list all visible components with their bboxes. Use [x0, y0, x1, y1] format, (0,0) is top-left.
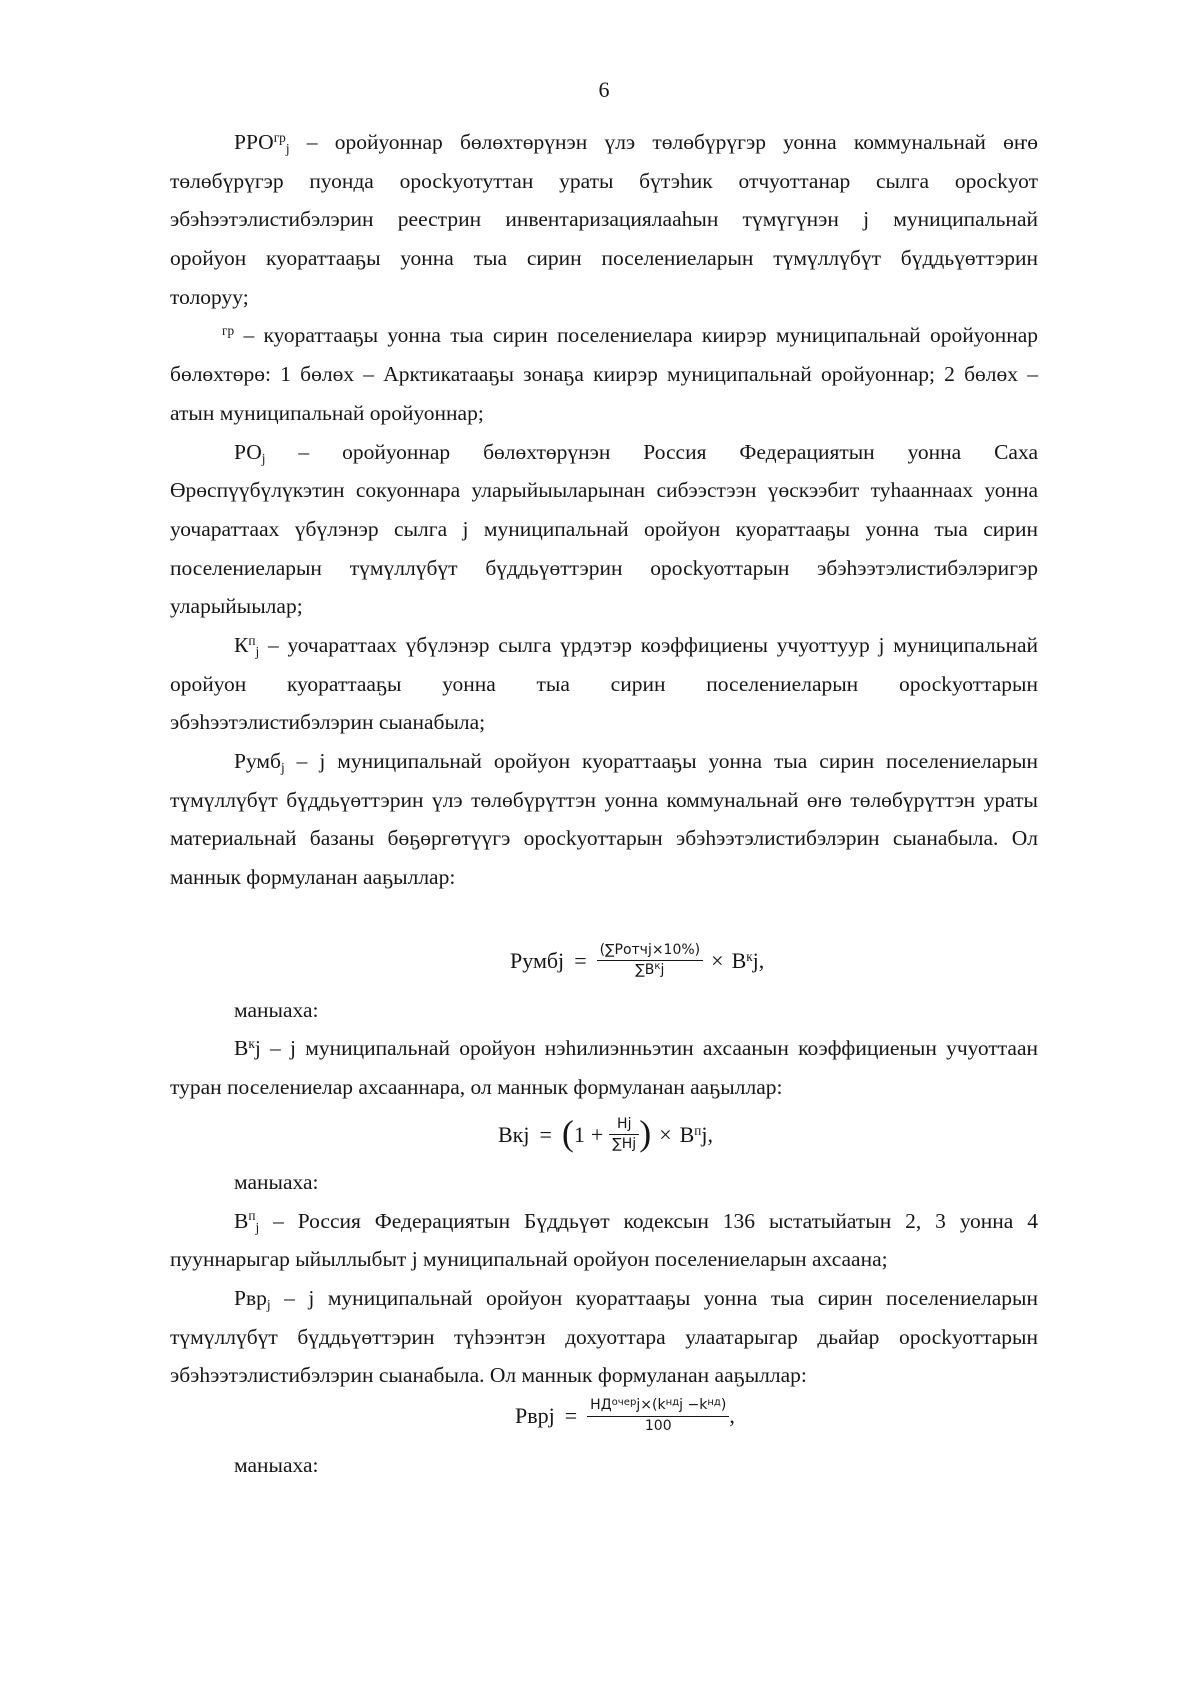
- p4-line-3: эбэһээтэлистибэлэрин сыанабыла;: [170, 710, 486, 735]
- term-sub: j: [255, 1219, 260, 1235]
- p8-line-1: [170, 1279, 1038, 1318]
- term-k-p-j: [234, 632, 260, 660]
- fraction-numerator: Нj: [609, 1116, 639, 1135]
- term-base: РРО: [234, 130, 274, 154]
- formula-fraction: [587, 1397, 729, 1435]
- formula-rhs: [679, 1121, 713, 1147]
- where-label-2: маныаха:: [234, 1169, 319, 1194]
- line-text: – оройуоннар бөлөхтөрүнэн үлэ төлөбүрүгэр уонна коммунальнай өҥө: [289, 130, 1038, 154]
- fraction-numerator: (∑Ротчj×10%): [597, 942, 704, 961]
- formula-rvrj: [170, 1395, 1038, 1446]
- formula-fraction: [609, 1116, 639, 1153]
- page-number: 6: [598, 77, 610, 102]
- left-paren: (: [561, 1112, 574, 1153]
- p6-line-2: туран поселениелар ахсааннара, ол маннык формуланан ааҕыллар:: [170, 1075, 783, 1100]
- line-text: – куораттааҕы уонна тыа сирин поселениелара киирэр муниципальнай оройуоннар: [234, 323, 1038, 348]
- formula-rumb: [170, 897, 1038, 991]
- formula-lhs: Вкj: [498, 1121, 530, 1147]
- den-tail: j: [660, 961, 665, 978]
- fraction-denominator: ∑Нj: [612, 1136, 637, 1153]
- formula-equals: =: [574, 947, 587, 973]
- num-part-d: ): [720, 1397, 727, 1414]
- formula-vkj: [170, 1107, 1038, 1163]
- formula-comma: ,: [729, 1403, 735, 1429]
- p8-line-3: эбэһээтэлистибэлэрин сыанабыла. Ол маннык формуланан ааҕыллар:: [170, 1363, 807, 1388]
- term-v-k-j: [234, 1036, 261, 1060]
- p1-line-4: оройуон куораттааҕы уонна тыа сирин поселениеларын түмүллүбүт бүддьүөттэрин: [170, 246, 1038, 271]
- den-base: ∑В: [635, 961, 655, 978]
- p3-line-3: уочараттаах үбүлэнэр сылга j муниципальнай оройуон куораттааҕы уонна тыа сирин: [170, 516, 1038, 541]
- p3-line-5: уларыйыылар;: [170, 594, 303, 619]
- term-sup-gr: гр: [222, 323, 235, 339]
- term-base: В: [234, 1208, 249, 1233]
- p3-line-4: поселениеларын түмүллүбүт бүддьүөттэрин оросkуоттарын эбэһээтэлистибэлэригэр: [170, 555, 1038, 580]
- formula-one: 1: [573, 1121, 585, 1147]
- den-sup: к: [654, 961, 661, 973]
- formula-rhs: [731, 947, 765, 973]
- num-part-c: j −k: [679, 1397, 708, 1414]
- line-text: – Россия Федерациятын Бүддьүөт кодексын 136 ыстатыйатын 2, 3 уонна 4: [259, 1208, 1038, 1233]
- p1-line-3: эбэһээтэлистибэлэрин реестрин инвентаризациялааһын түмүгүнэн j муниципальнай: [170, 207, 1038, 232]
- term-sub: j: [255, 644, 260, 660]
- formula-times: ×: [711, 947, 724, 973]
- p5-line-2: түмүллүбүт бүддьүөттэрин үлэ төлөбүрүттэн уонна коммунальнай өҥө төлөбүрүттэн ураты: [170, 787, 1038, 812]
- term-base: РО: [234, 439, 262, 464]
- term-sub: j: [266, 1297, 271, 1313]
- term-v-p-j: [234, 1209, 259, 1233]
- where-label-3: маныаха:: [234, 1452, 319, 1477]
- p1-line-2: төлөбүрүгэр пуонда оросkуотуттан ураты бүтэһик отчуоттанар сылга оросkуот: [170, 168, 1038, 193]
- right-paren: ): [639, 1112, 652, 1153]
- num-sup-b: нд: [665, 1396, 680, 1408]
- num-part-a: НД: [590, 1397, 612, 1414]
- p7-line-2: пууннарыгар ыйыллыбыт j муниципальнай оройуон поселениеларын ахсаана;: [170, 1247, 888, 1272]
- rhs-base: В: [731, 947, 747, 973]
- p7-line-1: [170, 1202, 1038, 1241]
- term-base: К: [234, 632, 249, 657]
- term-base: В: [234, 1036, 249, 1061]
- p2-line-2: бөлөхтөрө: 1 бөлөх – Арктикатааҕы зонаҕа киирэр муниципальнай оройуоннар; 2 бөлөх –: [170, 362, 1038, 387]
- formula-times: ×: [659, 1121, 672, 1147]
- p2-line-3: атын муниципальнай оройуоннар;: [170, 400, 484, 425]
- p1-line-1: [170, 123, 1038, 162]
- num-sup-c: нд: [707, 1396, 721, 1408]
- rhs-sup: к: [746, 948, 753, 964]
- rhs-tail: j,: [752, 947, 765, 973]
- term-sup: гр: [273, 129, 286, 145]
- formula-equals: =: [564, 1403, 578, 1429]
- where-label-1: маныаха:: [234, 997, 319, 1022]
- line-text: – j муниципальнай оройуон куораттааҕы уонна тыа сирин поселениеларын: [284, 749, 1038, 773]
- p3-line-1: [170, 433, 1038, 472]
- formula-equals: =: [539, 1121, 552, 1147]
- fraction-denominator: 100: [644, 1418, 672, 1435]
- line-text: – уочараттаах үбүлэнэр сылга үрдэтэр коэффициены учуоттуур j муниципальнай: [259, 632, 1038, 657]
- p8-line-2: түмүллүбүт бүддьүөттэрин түһээнтэн дохуоттара улаатарыгар дьайар оросkуоттарын: [170, 1324, 1038, 1349]
- fraction-denominator: [597, 961, 704, 980]
- line-text: – оройуоннар бөлөхтөрүнэн Россия Федерациятын уонна Саха: [265, 439, 1038, 464]
- term-ro-j: [234, 440, 265, 464]
- num-part-b: j×(k: [636, 1397, 666, 1414]
- term-rumb-j: [234, 749, 285, 776]
- formula-fraction: [597, 942, 704, 980]
- line-text: – j муниципальнай оройуон куораттааҕы уонна тыа сирин поселениеларын: [270, 1285, 1038, 1310]
- rhs-sup: п: [694, 1122, 702, 1138]
- p6-line-1: [170, 1029, 1038, 1068]
- term-sub: j: [285, 141, 290, 157]
- num-sup-a: очер: [611, 1396, 637, 1408]
- formula-lhs: Румбj: [510, 947, 565, 973]
- rhs-base: В: [679, 1121, 695, 1147]
- p5-line-1: [170, 742, 1038, 781]
- p4-line-2: оройуон куораттааҕы уонна тыа сирин поселениеларын оросkуоттарын: [170, 671, 1038, 696]
- term-base: Рвр: [234, 1285, 267, 1310]
- fraction-numerator: [587, 1397, 729, 1417]
- p5-line-3: материальнай базаны бөҕөргөтүүгэ оросkуоттарын эбэһээтэлистибэлэрин сыанабыла. Ол: [170, 826, 1038, 851]
- line-text: – j муниципальнай оройуон нэһилиэнньэтин ахсаанын коэффициенын учуоттаан: [260, 1036, 1038, 1061]
- term-base: Румб: [234, 749, 281, 773]
- term-sub: j: [280, 760, 285, 776]
- term-sup: к: [248, 1036, 255, 1052]
- p2-line-1: [170, 316, 1038, 355]
- term-sup: п: [248, 1208, 256, 1224]
- formula-plus: +: [590, 1121, 604, 1147]
- term-sup: п: [248, 632, 256, 648]
- p4-line-1: [170, 626, 1038, 665]
- term-sub: j: [261, 450, 266, 466]
- rhs-tail: j,: [701, 1121, 713, 1147]
- p1-line-5: толоруу;: [170, 284, 249, 309]
- term-rvr-j: [234, 1285, 271, 1313]
- term-tail: j: [254, 1036, 261, 1061]
- term-rro-gr-j: [234, 129, 290, 157]
- formula-lhs: Рврj: [515, 1403, 555, 1429]
- p3-line-2: Өрөспүүбүлүкэтин сокуоннара уларыйыыларынан сибээстээн үөскээбит туһааннаах уонна: [170, 478, 1038, 503]
- p5-line-4: маннык формуланан ааҕыллар:: [170, 865, 456, 890]
- document-body: [170, 123, 1038, 1485]
